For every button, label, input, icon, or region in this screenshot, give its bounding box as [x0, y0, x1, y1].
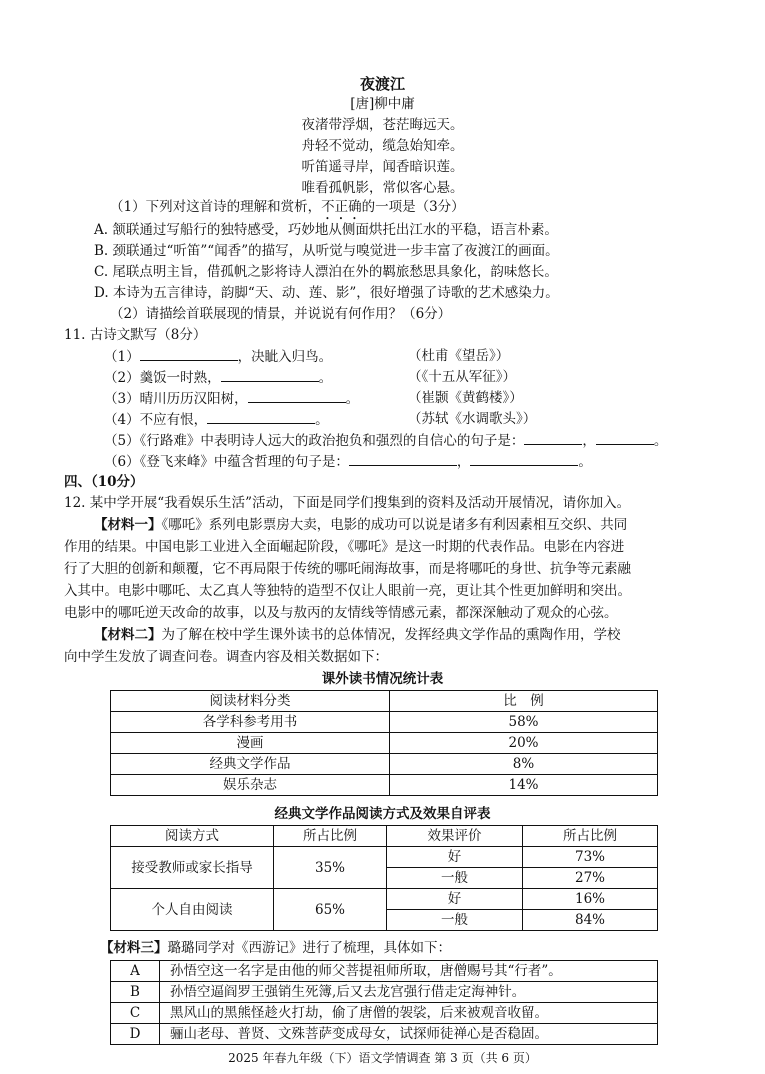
table-2-title: 经典文学作品阅读方式及效果自评表	[274, 806, 491, 822]
material-1-line: 入其中。电影中哪吒、太乙真人等独特的造型不仅让人眼前一亮，更让其个性更加鲜明和突出。	[64, 583, 631, 599]
option-letter: B	[111, 982, 160, 1003]
material-text: 璐璐同学对《西游记》进行了梳理，具体如下：	[167, 940, 451, 956]
answer-blank[interactable]	[221, 367, 319, 382]
q10-sub2: （2）请描绘首联展现的情景，并说说有何作用？（6分）	[110, 306, 452, 322]
q11-source-1: （杜甫《望岳》）	[408, 348, 510, 364]
material-text: 《哪吒》系列电影票房大卖，电影的成功可以说是诸多有利因素相互交织、共同	[161, 517, 628, 533]
material-text: 为了解在校中学生课外读书的总体情况，发挥经典文学作品的熏陶作用，学校	[161, 627, 621, 643]
table-row	[111, 961, 658, 982]
table-cell: 27%	[523, 868, 658, 889]
option-text: 孙悟空这一名字是由他的师父菩提祖师所取，唐僧赐号其“行者”。	[160, 961, 658, 982]
table-header: 所占比例	[274, 826, 387, 847]
q11-item-3	[104, 388, 359, 409]
poem-title: 夜渡江	[359, 75, 405, 93]
table-header: 阅读材料分类	[111, 691, 390, 712]
q11-item-4	[104, 409, 329, 430]
item-text: （5）《行路难》中表明诗人远大的政治抱负和强烈的自信心的句子是：	[104, 433, 525, 449]
table-row	[111, 1024, 658, 1045]
option-letter: C	[111, 1003, 160, 1024]
table-cell: 娱乐杂志	[111, 775, 390, 796]
table-header-row	[111, 691, 658, 712]
answer-blank[interactable]	[470, 451, 578, 466]
table-cell: 经典文学作品	[111, 754, 390, 775]
material-2-line: 向中学生发放了调查问卷。调查内容及相关数据如下：	[64, 649, 388, 665]
answer-blank[interactable]	[140, 346, 238, 361]
table-cell: 好	[387, 847, 523, 868]
section-heading: 四、（10分）	[64, 474, 144, 490]
material-3-line	[100, 938, 451, 958]
q11-item-1	[104, 346, 332, 367]
table-cell: 73%	[523, 847, 658, 868]
table-cell: 16%	[523, 889, 658, 910]
material-1-line: 行了大胆的创新和颠覆，它不再局限于传统的哪吒闹海故事，而是将哪吒的身世、抗争等元素融	[64, 561, 631, 577]
table-row	[111, 775, 658, 796]
option-text: 黑风山的黑熊怪趁火打劫，偷了唐僧的袈裟，后来被观音收留。	[160, 1003, 658, 1024]
item-text: 。	[315, 412, 329, 428]
q10-option-d: D. 本诗为五言律诗，韵脚“天、动、莲、影”，很好增强了诗歌的艺术感染力。	[94, 285, 559, 301]
q11-source-3: （崔颢《黄鹤楼》）	[408, 390, 523, 406]
reading-stats-table	[110, 690, 658, 796]
q11-item-2	[104, 367, 332, 388]
item-number: （3）	[104, 391, 140, 407]
q10-option-b: B. 颈联通过“听笛”“闻香”的描写，从听觉与嗅觉进一步丰富了夜渡江的画面。	[94, 243, 559, 259]
table-cell: 漫画	[111, 733, 390, 754]
table-header-row	[111, 826, 658, 847]
material-1-line: 电影中的哪吒逆天改命的故事，以及与敖丙的友情线等情感元素，都深深触动了观众的心弦。	[64, 605, 618, 621]
item-number: （2）	[104, 370, 140, 386]
q10-sub1-emphasis: 不正确	[321, 199, 362, 215]
table-header: 效果评价	[387, 826, 523, 847]
q11-source-2: （《十五从军征》）	[408, 369, 516, 385]
option-text: 骊山老母、普贤、文殊菩萨变成母女，试探师徒禅心是否稳固。	[160, 1024, 658, 1045]
item-number: （1）	[104, 349, 140, 365]
answer-blank[interactable]	[207, 409, 315, 424]
material-2-line	[94, 625, 621, 645]
item-number: （4）	[104, 412, 140, 428]
material-3-label: 【材料三】	[100, 940, 168, 956]
q10-sub1-post: 的一项是（3分）	[361, 199, 465, 215]
journey-west-table	[110, 960, 658, 1045]
table-header: 所占比例	[523, 826, 658, 847]
table-cell: 8%	[390, 754, 658, 775]
table-cell: 35%	[274, 847, 387, 889]
material-1-line: 作用的结果。中国电影工业进入全面崛起阶段，《哪吒》是这一时期的代表作品。电影在内容进	[64, 539, 625, 555]
material-1-line	[94, 515, 627, 535]
item-text: （6）《登飞来峰》中蕴含哲理的句子是：	[104, 454, 349, 470]
answer-blank[interactable]	[349, 451, 457, 466]
table-1-title: 课外读书情况统计表	[321, 671, 444, 687]
option-text: 孙悟空逼阎罗王强销生死簿,后又去龙宫强行借走定海神针。	[160, 982, 658, 1003]
page-footer: 2025 年春九年级（下）语文学情调查 第 3 页（共 6 页）	[228, 1051, 537, 1065]
table-cell: 14%	[390, 775, 658, 796]
q10-sub1-pre: （1）下列对这首诗的理解和赏析，	[110, 199, 322, 215]
answer-blank[interactable]	[248, 388, 346, 403]
table-cell: 58%	[390, 712, 658, 733]
q11-source-4: （苏轼《水调歌头》）	[408, 411, 537, 427]
table-row	[111, 712, 658, 733]
table-cell: 84%	[523, 910, 658, 931]
table-row	[111, 733, 658, 754]
punctuation: 。	[578, 454, 592, 470]
poem-line: 夜渚带浮烟，苍茫晦远天。	[301, 117, 464, 133]
poem-author: [唐]柳中庸	[350, 96, 415, 112]
item-text: ，决眦入归鸟。	[237, 349, 333, 365]
table-cell: 个人自由阅读	[111, 889, 274, 931]
material-2-label: 【材料二】	[94, 627, 162, 643]
material-1-label: 【材料一】	[94, 517, 162, 533]
table-row	[111, 754, 658, 775]
q11-item-6	[104, 451, 592, 472]
item-text: 羹饭一时熟，	[139, 370, 221, 386]
q10-option-c: C. 尾联点明主旨，借孤帆之影将诗人漂泊在外的羁旅愁思具象化，韵味悠长。	[94, 264, 558, 280]
table-cell: 一般	[387, 910, 523, 931]
item-text: 。	[345, 391, 360, 407]
table-cell: 各学科参考用书	[111, 712, 390, 733]
option-letter: D	[111, 1024, 160, 1045]
reading-method-table	[110, 825, 658, 931]
poem-line: 舟轻不觉动，缆急始知牵。	[301, 138, 464, 154]
item-text: 晴川历历汉阳树，	[139, 391, 248, 407]
q11-title: 11. 古诗文默写（8分）	[64, 327, 207, 343]
table-row	[111, 889, 658, 910]
poem-line: 听笛遥寻岸，闻香暗识莲。	[301, 159, 464, 175]
table-cell: 65%	[274, 889, 387, 931]
table-row	[111, 1003, 658, 1024]
option-letter: A	[111, 961, 160, 982]
punctuation: ，	[456, 454, 471, 470]
poem-line: 唯看孤帆影，常似客心悬。	[301, 180, 464, 196]
answer-blank[interactable]	[596, 430, 654, 445]
table-header: 比 例	[390, 691, 658, 712]
item-text: 。	[318, 370, 333, 386]
item-text: 不应有恨，	[139, 412, 208, 428]
q12-intro: 12. 某中学开展“我看娱乐生活”活动，下面是同学们搜集到的资料及活动开展情况，请你加入。	[64, 495, 631, 511]
punctuation: 。	[653, 433, 668, 449]
table-cell: 接受教师或家长指导	[111, 847, 274, 889]
answer-blank[interactable]	[524, 430, 582, 445]
table-cell: 好	[387, 889, 523, 910]
table-cell: 一般	[387, 868, 523, 889]
table-row	[111, 847, 658, 868]
table-header: 阅读方式	[111, 826, 274, 847]
q10-option-a: A. 颔联通过写船行的独特感受，巧妙地从侧面烘托出江水的平稳，语言朴素。	[94, 222, 558, 238]
q11-item-5	[104, 430, 667, 451]
table-row	[111, 982, 658, 1003]
table-cell: 20%	[390, 733, 658, 754]
punctuation: ，	[582, 433, 596, 449]
